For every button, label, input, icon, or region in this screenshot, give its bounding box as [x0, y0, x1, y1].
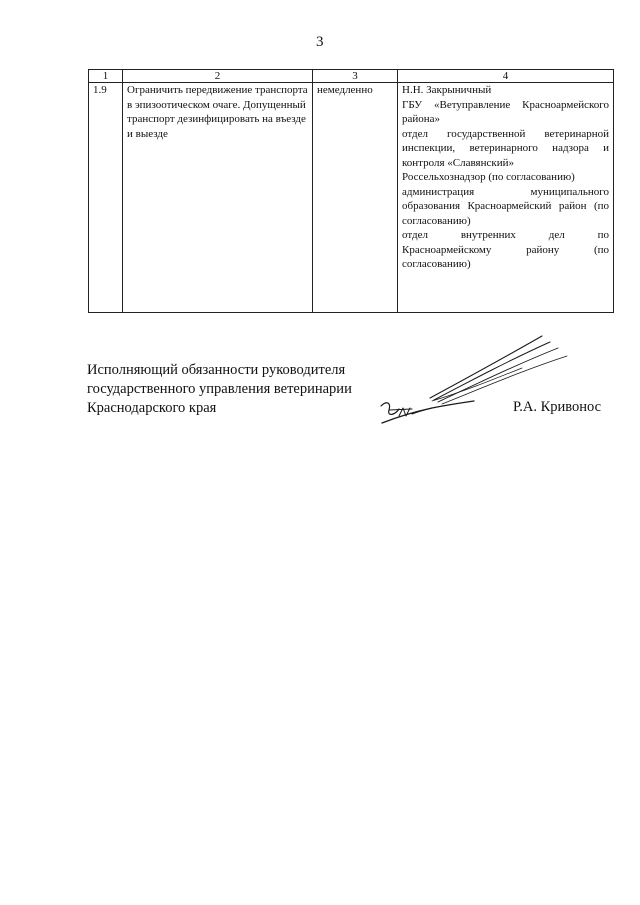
- responsible-organization: отдел государственной ветеринарной инспекции, ветеринарного надзора и контроля «Славянский»: [402, 127, 609, 169]
- column-number-4: 4: [398, 70, 614, 83]
- position-line: государственного управления ветеринарии: [87, 381, 352, 397]
- measure-timing: немедленно: [313, 83, 398, 313]
- column-number-1: 1: [89, 70, 123, 83]
- responsible-organization: ГБУ «Ветуправление Красноармейского района»: [402, 98, 609, 125]
- responsible-organization: отдел внутренних дел по Красноармейскому району (по согласованию): [402, 229, 609, 270]
- column-number-2: 2: [123, 70, 313, 83]
- responsible-organization: администрация муниципального образования Красноармейский район (по согласованию): [402, 185, 609, 227]
- column-number-3: 3: [313, 70, 398, 83]
- responsible-organization: Россельхознадзор (по согласованию): [402, 171, 575, 183]
- position-line: Краснодарского края: [87, 400, 217, 416]
- table-row: [89, 83, 614, 313]
- responsible-parties: [398, 83, 614, 313]
- page-number: 3: [316, 34, 324, 50]
- signatory-name: Р.А. Кривонос: [513, 399, 602, 415]
- measure-description: Ограничить передвижение транспорта в эпизоотическом очаге. Допущенный транспорт дезинфицировать на въезде и выезде: [123, 83, 313, 313]
- table-header-row: [89, 70, 614, 83]
- signatory-position: [87, 361, 352, 418]
- item-number: 1.9: [89, 83, 123, 313]
- responsible-person: Н.Н. Закрыничный: [402, 84, 492, 96]
- position-line: Исполняющий обязанности руководителя: [87, 362, 346, 378]
- measures-table: [88, 69, 614, 313]
